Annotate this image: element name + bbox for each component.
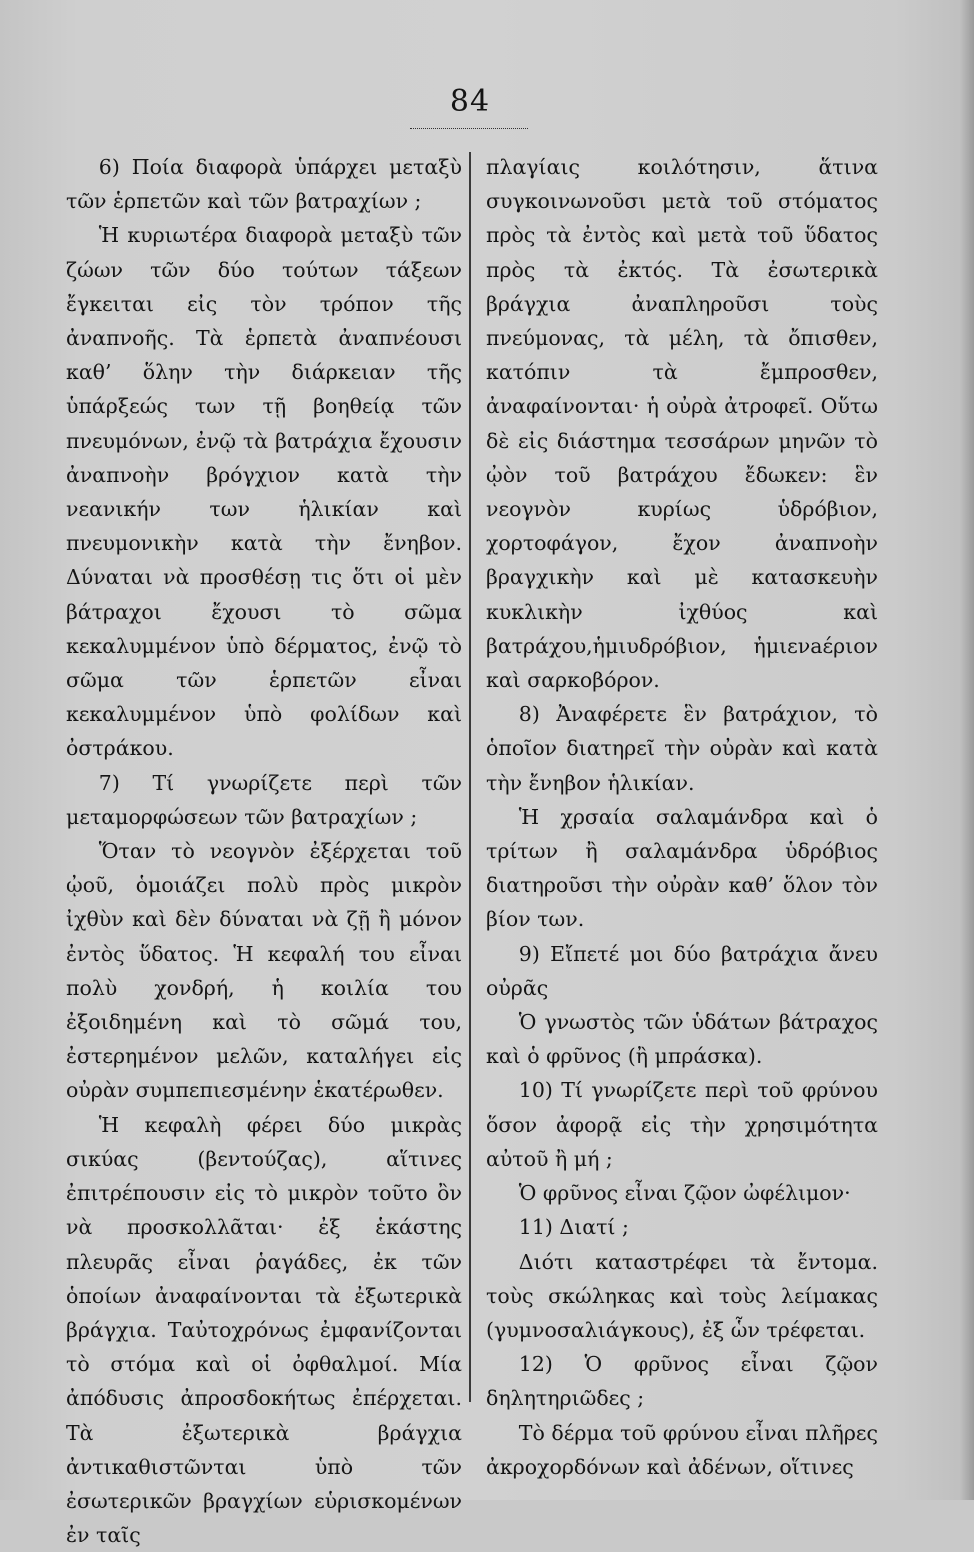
answer-7-part-1: Ὅταν τὸ νεογνὸν ἐξέρχεται τοῦ ᾠοῦ, ὁμοιάζει πολὺ πρὸς μικρὸν ἰχθὺν καὶ δὲν δύναται νὰ ζῇ ἢ μόνον ἐντὸς ὕδατος. Ἡ κεφαλή του εἶναι πολὺ χονδρή, ἡ κοιλία του ἐξοιδημένη καὶ τὸ σῶμά του, ἐστερημένον μελῶν, καταλήγει εἰς οὐρὰν συμπεπιεσμένην ἑκατέρωθεν. [66, 839, 462, 1103]
answer-7-continuation: πλαγίαις κοιλότησιν, ἅτινα συγκοινωνοῦσι μετὰ τοῦ στόματος πρὸς τὰ ἐντὸς καὶ μετὰ τοῦ ὕδατος πρὸς τὰ ἐκτός. Τὰ ἐσωτερικὰ βράγχια ἀναπληροῦσι τοὺς πνεύμονας, τὰ μέλη, τὰ ὄπισθεν, κατόπιν τὰ ἔμπροσθεν, ἀναφαίνονται· ἡ οὐρὰ ἀτροφεῖ. Οὕτω δὲ εἰς διάστημα τεσσάρων μηνῶν τὸ ᾠὸν τοῦ βατράχου ἔδωκεν: ἓν νεογνὸν κυρίως ὑδρόβιον, χορτοφάγον, ἔχον ἀναπνοὴν βραγχικὴν καὶ μὲ κατασκευὴν κυκλικὴν ἰχθύος καὶ βατράχου,ἡμιυδρόβιον, ἡμιενaέριον καὶ σαρκοβόρον. [486, 155, 878, 693]
question-11: 11) Διατί ; [518, 1215, 629, 1240]
answer-8: Ἡ χρσαία σαλαμάνδρα καὶ ὁ τρίτων ἢ σαλαμάνδρα ὑδρόβιος διατηροῦσι τὴν οὐρὰν καθ’ ὅλον τὸν βίον των. [486, 804, 878, 932]
page-edge-shadow [960, 0, 974, 1500]
page-number-rule [410, 128, 528, 129]
answer-12: Τὸ δέρμα τοῦ φρύνου εἶναι πλῆρες ἀκροχορδόνων καὶ ἀδένων, οἵτινες [486, 1420, 878, 1479]
column-divider [469, 152, 471, 1402]
question-6: 6) Ποία διαφορὰ ὑπάρχει μεταξὺ τῶν ἑρπετῶν καὶ τῶν βατραχίων ; [66, 155, 462, 214]
question-12: 12) Ὁ φρῦνος εἶναι ζῷον δηλητηριῶδες ; [486, 1352, 878, 1411]
question-7: 7) Τί γνωρίζετε περὶ τῶν μεταμορφώσεων τῶν βατραχίων ; [66, 770, 462, 829]
question-8: 8) Ἀναφέρετε ἓν βατράχιον, τὸ ὁποῖον διατηρεῖ τὴν οὐρὰν καὶ κατὰ τὴν ἔνηβον ἡλικίαν. [486, 702, 878, 795]
answer-10: Ὁ φρῦνος εἶναι ζῷον ὠφέλιμον· [518, 1181, 851, 1206]
left-column [66, 150, 462, 1552]
answer-11: Διότι καταστρέφει τὰ ἔντομα. τοὺς σκώληκας καὶ τοὺς λείμακας (γυμνοσαλιάγκους), ἐξ ὧν τρέφεται. [486, 1249, 878, 1342]
page-number: 84 [449, 84, 491, 119]
right-column [486, 150, 878, 1484]
answer-9: Ὁ γνωστὸς τῶν ὑδάτων βάτραχος καὶ ὁ φρῦνος (ἢ μπράσκα). [486, 1010, 878, 1069]
question-9: 9) Εἴπετέ μοι δύο βατράχια ἄνευ οὐρᾶς [486, 941, 878, 1000]
answer-7-part-2: Ἡ κεφαλὴ φέρει δύο μικρὰς σικύας (βεντούζας), αἵτινες ἐπιτρέπουσιν εἰς τὸ μικρὸν τοῦτο ὂν νὰ προσκολλᾶται· ἐξ ἑκάστης πλευρᾶς εἶναι ῥαγάδες, ἐκ τῶν ὁποίων ἀναφαίνονται τὰ ἐξωτερικὰ βράγχια. Ταὐτοχρόνως ἐμφανίζονται τὸ στόμα καὶ οἱ ὀφθαλμοί. Μία ἀπόδυσις ἀπροσδοκήτως ἐπέρχεται. Τὰ ἐξωτερικὰ βράγχια ἀντικαθιστῶνται ὑπὸ τῶν ἐσωτερικῶν βραγχίων εὑρισκομένων ἐν ταῖς [66, 1112, 462, 1548]
question-10: 10) Τί γνωρίζετε περὶ τοῦ φρύνου ὅσον ἀφορᾷ εἰς τὴν χρησιμότητα αὐτοῦ ἢ μή ; [486, 1078, 878, 1171]
answer-6: Ἡ κυριωτέρα διαφορὰ μεταξὺ τῶν ζώων τῶν δύο τούτων τάξεων ἔγκειται εἰς τὸν τρόπον τῆς ἀναπνοῆς. Τὰ ἑρπετὰ ἀναπνέουσι καθ’ ὅλην τὴν διάρκειαν τῆς ὑπάρξεώς των τῇ βοηθείᾳ τῶν πνευμόνων, ἐνῷ τὰ βατράχια ἔχουσιν ἀναπνοὴν βρόγχιον κατὰ τὴν νεανικήν των ἡλικίαν καὶ πνευμονικὴν κατὰ τὴν ἔνηβον. Δύναται νὰ προσθέσῃ τις ὅτι οἱ μὲν βάτραχοι ἔχουσι τὸ σῶμα κεκαλυμμένον ὑπὸ δέρματος, ἐνῷ τὸ σῶμα τῶν ἑρπετῶν εἶναι κεκαλυμμένον ὑπὸ φολίδων καὶ ὀστράκου. [66, 223, 462, 761]
